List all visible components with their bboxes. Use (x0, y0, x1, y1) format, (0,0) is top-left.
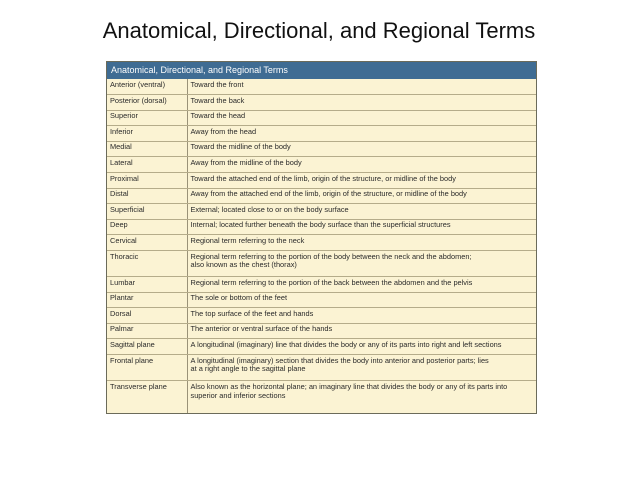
table-row (107, 308, 536, 324)
table-row (107, 110, 536, 126)
definition-text-continued: superior and inferior sections (190, 390, 286, 400)
definition-text: A longitudinal (imaginary) line that divides the body or any of its parts into right and left sections (190, 339, 502, 349)
definition-cell (187, 204, 536, 220)
definition-cell (187, 79, 536, 95)
table-row (107, 251, 536, 277)
definition-cell (187, 141, 536, 157)
term-cell: Thoracic (107, 251, 187, 277)
definition-cell (187, 110, 536, 126)
definition-cell (187, 381, 536, 413)
definition-text: A longitudinal (imaginary) section that divides the body into anterior and posterior parts; lies (190, 355, 489, 365)
definition-text: Toward the head (190, 111, 246, 121)
definition-text: The top surface of the feet and hands (190, 308, 314, 318)
table-row (107, 219, 536, 235)
term-cell: Proximal (107, 173, 187, 189)
term-cell: Transverse plane (107, 381, 187, 413)
definition-text: Toward the attached end of the limb, origin of the structure, or midline of the body (190, 173, 456, 183)
table-row (107, 339, 536, 355)
definition-text: Toward the front (190, 79, 244, 89)
table-row (107, 141, 536, 157)
definition-text: Toward the midline of the body (190, 142, 291, 152)
term-cell: Anterior (ventral) (107, 79, 187, 95)
definition-cell (187, 173, 536, 189)
table-row (107, 355, 536, 381)
definition-text: Away from the head (190, 126, 257, 136)
table-row (107, 188, 536, 204)
terms-table (106, 61, 537, 414)
term-cell: Lumbar (107, 277, 187, 293)
definition-text-continued: also known as the chest (thorax) (190, 260, 297, 270)
table-header: Anatomical, Directional, and Regional Terms (107, 62, 536, 79)
definition-cell (187, 188, 536, 204)
table-row (107, 126, 536, 142)
slide-title: Anatomical, Directional, and Regional Terms (102, 18, 536, 43)
definition-cell (187, 277, 536, 293)
definition-text: Regional term referring to the portion of the back between the abdomen and the pelvis (190, 277, 473, 287)
term-cell: Medial (107, 141, 187, 157)
term-cell: Superficial (107, 204, 187, 220)
definition-cell (187, 157, 536, 173)
table-row (107, 381, 536, 413)
definition-text: The sole or bottom of the feet (190, 293, 288, 303)
definition-cell (187, 308, 536, 324)
term-cell: Cervical (107, 235, 187, 251)
definition-cell (187, 235, 536, 251)
table-row (107, 79, 536, 95)
term-cell: Lateral (107, 157, 187, 173)
definition-text: The anterior or ventral surface of the hands (190, 324, 333, 334)
definition-text: Regional term referring to the portion of the body between the neck and the abdomen; (190, 251, 472, 261)
definition-text: Toward the back (190, 95, 245, 105)
definition-text: Away from the attached end of the limb, origin of the structure, or midline of the body (190, 189, 467, 199)
table-row (107, 235, 536, 251)
definition-cell (187, 95, 536, 111)
table-row (107, 95, 536, 111)
term-cell: Sagittal plane (107, 339, 187, 355)
term-cell: Palmar (107, 323, 187, 339)
table-row (107, 277, 536, 293)
table-row (107, 157, 536, 173)
term-cell: Frontal plane (107, 355, 187, 381)
table-row (107, 292, 536, 308)
term-cell: Distal (107, 188, 187, 204)
term-cell: Superior (107, 110, 187, 126)
term-cell: Posterior (dorsal) (107, 95, 187, 111)
term-cell: Dorsal (107, 308, 187, 324)
terms-grid (107, 79, 536, 413)
definition-cell (187, 251, 536, 277)
definition-cell (187, 339, 536, 355)
definition-text: External; located close to or on the body surface (190, 204, 349, 214)
definition-cell (187, 323, 536, 339)
term-cell: Inferior (107, 126, 187, 142)
table-row (107, 323, 536, 339)
table-row (107, 173, 536, 189)
definition-text: Also known as the horizontal plane; an imaginary line that divides the body or any of its parts into (190, 382, 508, 391)
definition-text: Internal; located further beneath the body surface than the superficial structures (190, 220, 451, 230)
definition-cell (187, 355, 536, 381)
definition-text: Regional term referring to the neck (190, 235, 305, 245)
definition-cell (187, 219, 536, 235)
definition-text: Away from the midline of the body (190, 157, 302, 167)
table-row (107, 204, 536, 220)
definition-text-continued: at a right angle to the sagittal plane (190, 364, 306, 374)
term-cell: Plantar (107, 292, 187, 308)
definition-cell (187, 126, 536, 142)
term-cell: Deep (107, 219, 187, 235)
definition-cell (187, 292, 536, 308)
